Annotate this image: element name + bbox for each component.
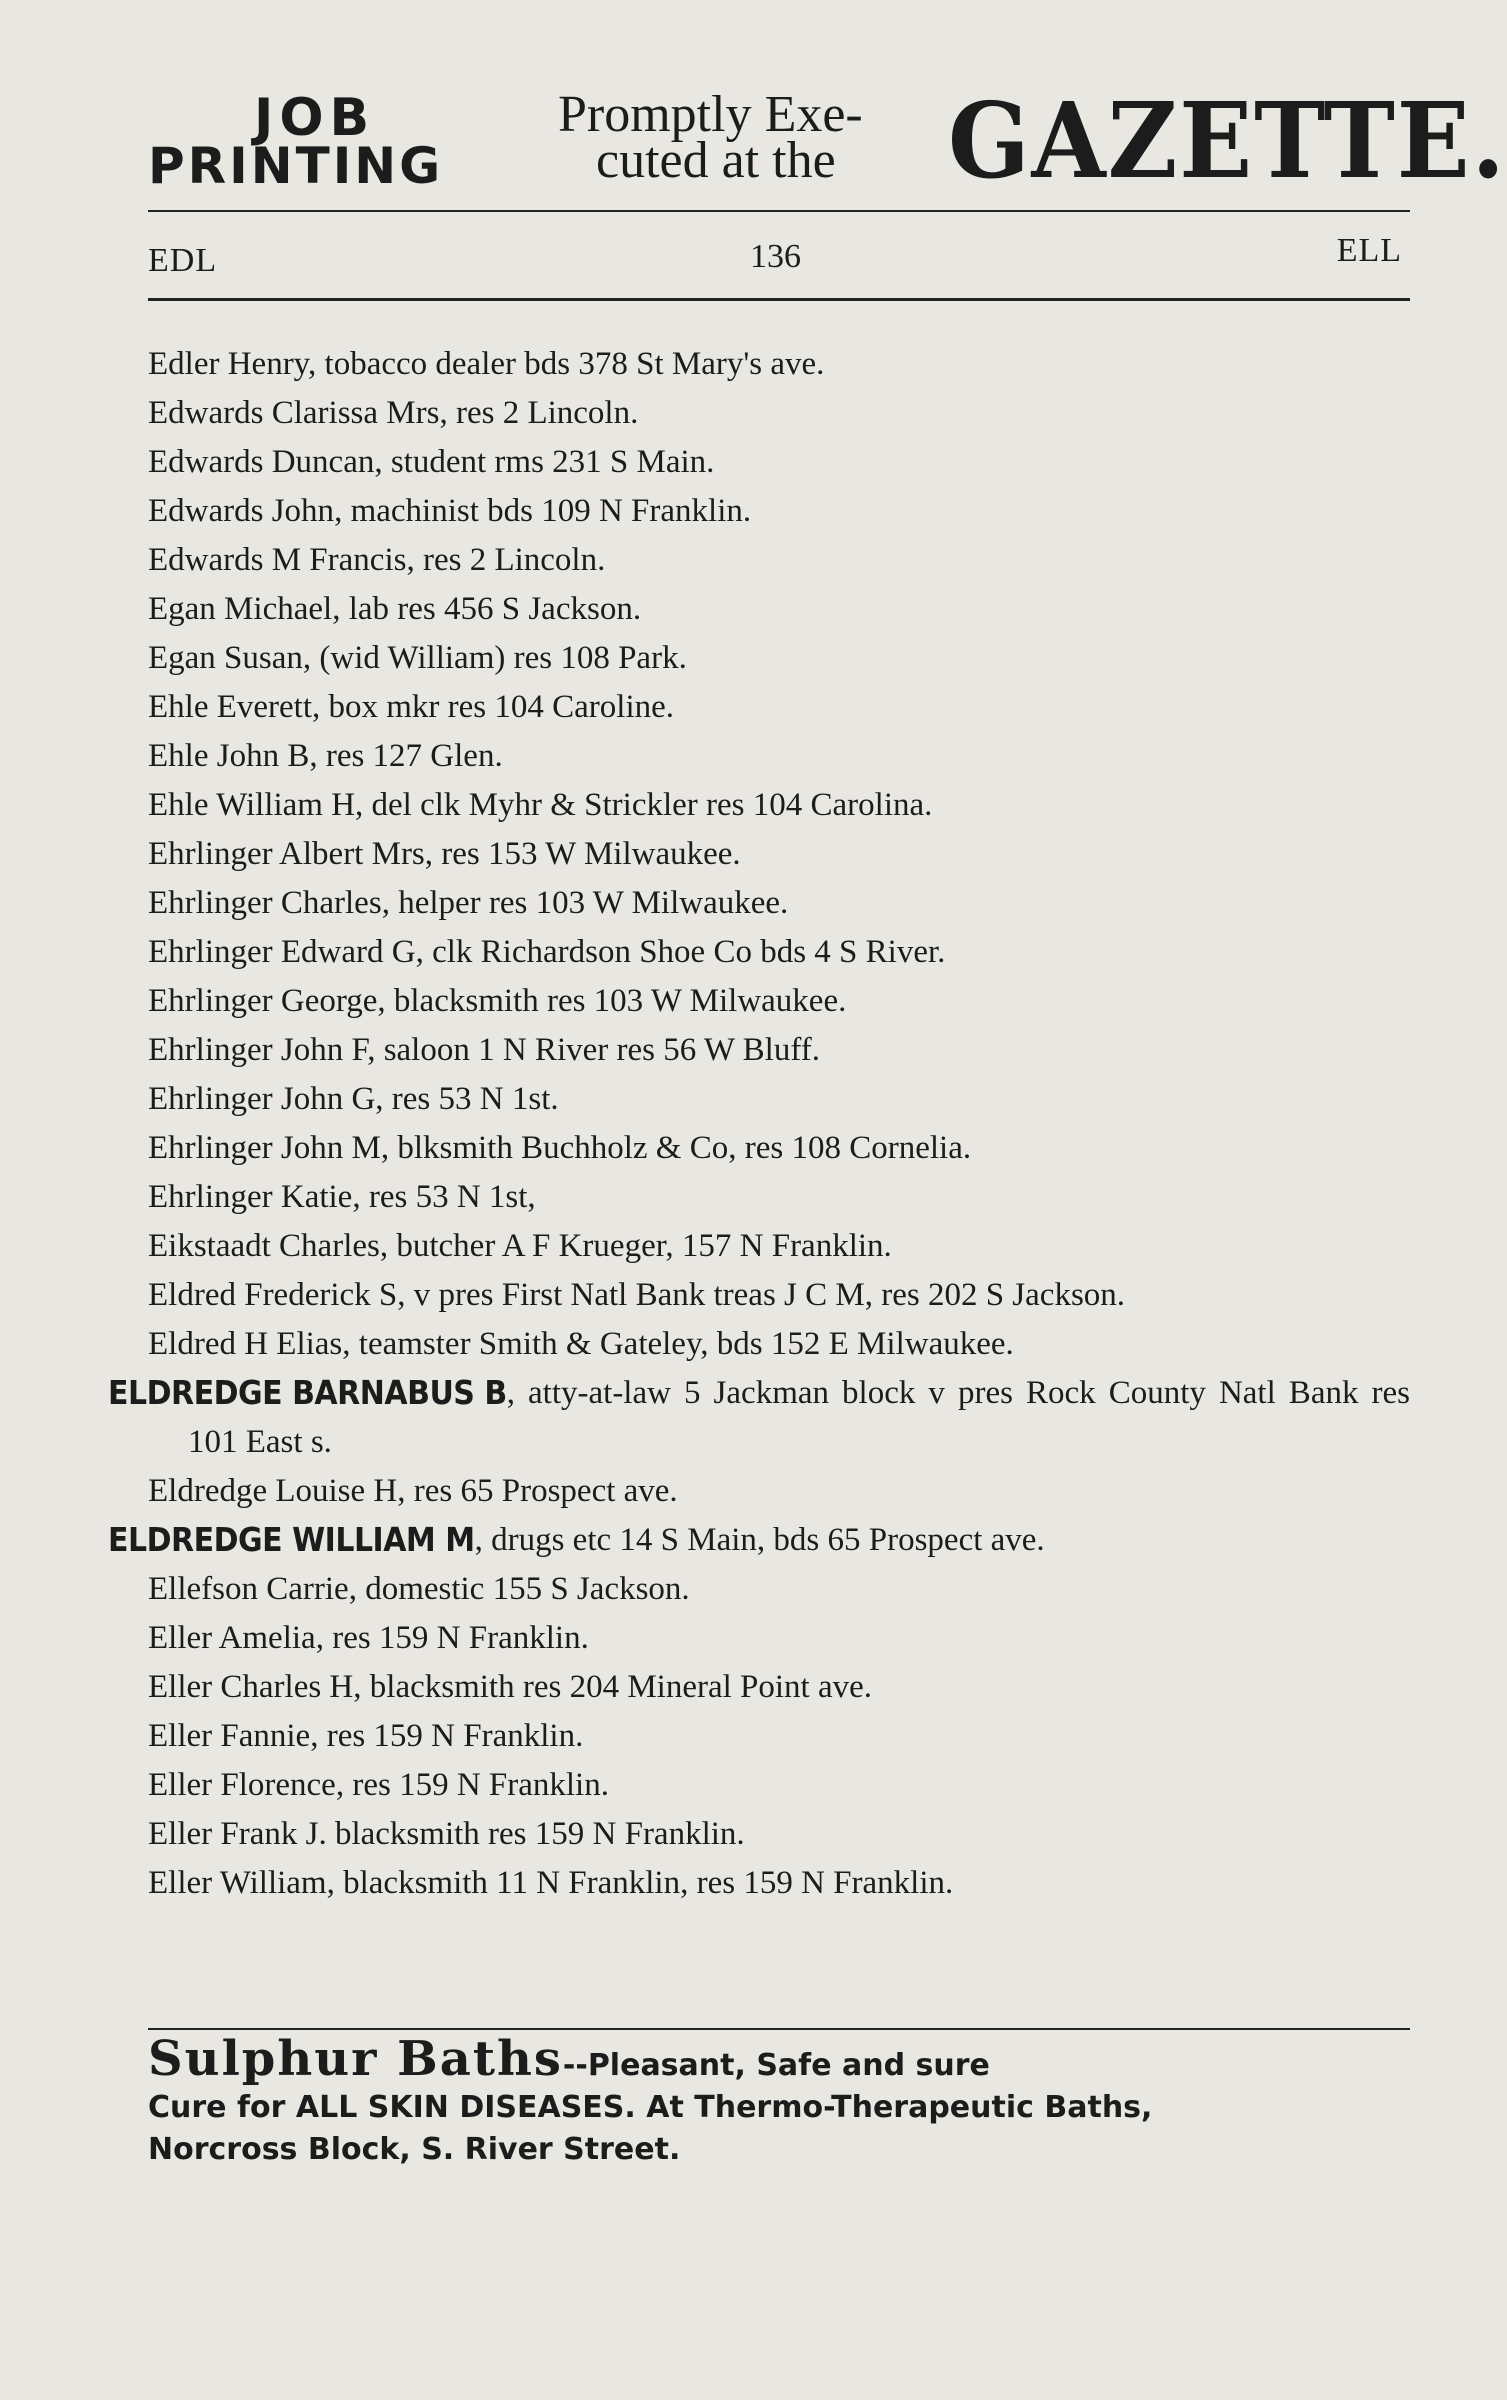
entry-details: , del clk Myhr & Strickler res 104 Carolina. xyxy=(355,787,933,823)
entry-name: Edler Henry xyxy=(148,346,309,382)
entry-name: Eller Fannie xyxy=(148,1718,311,1754)
promptly-line-2: cuted at the xyxy=(596,132,836,189)
advert-line-1 xyxy=(148,2031,1410,2087)
promptly-executed-text xyxy=(546,86,936,189)
entry-name: Ehle William H xyxy=(148,787,356,823)
banner-divider xyxy=(148,210,1410,212)
directory-entry xyxy=(148,1124,1410,1173)
entry-name: Edwards Clarissa Mrs xyxy=(148,395,440,431)
entry-details: , res 53 N 1st. xyxy=(375,1081,559,1117)
entry-name: Egan Susan xyxy=(148,640,303,676)
entry-name: ELDREDGE WILLIAM M xyxy=(108,1521,475,1560)
directory-entry xyxy=(148,1810,1410,1859)
sulphur-baths-advert xyxy=(148,2031,1410,2171)
running-head-left: EDL xyxy=(148,242,218,279)
directory-entry xyxy=(148,1467,1410,1516)
directory-entry xyxy=(148,438,1410,487)
entry-name: Eldredge Louise H xyxy=(148,1473,398,1509)
entry-name: Ehrlinger John F xyxy=(148,1032,368,1068)
entry-name: Edwards John xyxy=(148,493,335,529)
directory-entry xyxy=(148,683,1410,732)
directory-entry xyxy=(148,1663,1410,1712)
entry-details: , blksmith Buchholz & Co, res 108 Cornelia. xyxy=(380,1130,972,1166)
running-head xyxy=(148,228,1410,288)
entry-name: Edwards Duncan xyxy=(148,444,375,480)
entry-details: , res 2 Lincoln. xyxy=(439,395,639,431)
entry-details: , (wid William) res 108 Park. xyxy=(302,640,687,676)
directory-entry xyxy=(148,340,1410,389)
entry-name: Ellefson Carrie xyxy=(148,1571,349,1607)
entry-name: Edwards M Francis xyxy=(148,542,407,578)
entry-name: Eller Amelia xyxy=(148,1620,316,1656)
directory-entry xyxy=(148,634,1410,683)
directory-entry xyxy=(148,585,1410,634)
entry-name: Ehle John B xyxy=(148,738,310,774)
promptly-line-1: Promptly Exe- xyxy=(558,86,863,143)
entry-details: , drugs etc 14 S Main, bds 65 Prospect ave. xyxy=(474,1522,1045,1558)
entry-details: , blacksmith 11 N Franklin, res 159 N Franklin. xyxy=(326,1865,954,1901)
advert-title: Sulphur Baths xyxy=(148,2031,563,2087)
entry-details: . blacksmith res 159 N Franklin. xyxy=(318,1816,745,1852)
advert-line-3: Norcross Block, S. River Street. xyxy=(148,2132,681,2167)
directory-entry xyxy=(148,977,1410,1026)
directory-entry xyxy=(148,487,1410,536)
directory-entry xyxy=(148,1026,1410,1075)
printing-word: PRINTING xyxy=(148,137,444,195)
directory-entry xyxy=(148,781,1410,830)
directory-entry xyxy=(148,830,1410,879)
entry-name: Eller Charles H xyxy=(148,1669,354,1705)
directory-entry xyxy=(148,1761,1410,1810)
page-number: 136 xyxy=(750,238,801,275)
entry-name: Eller Florence xyxy=(148,1767,336,1803)
advert-line-2: Cure for ALL SKIN DISEASES. At Thermo-Therapeutic Baths, xyxy=(148,2090,1153,2125)
directory-entry xyxy=(148,928,1410,977)
directory-entries xyxy=(108,340,1410,1908)
directory-entry xyxy=(148,536,1410,585)
directory-entry xyxy=(148,1712,1410,1761)
entry-name: Ehle Everett xyxy=(148,689,313,725)
entry-details: , res 2 Lincoln. xyxy=(406,542,606,578)
entry-name: Eldred Frederick S xyxy=(148,1277,398,1313)
job-word: JOB xyxy=(254,88,376,148)
entry-name: Ehrlinger John M xyxy=(148,1130,381,1166)
entry-details: , tobacco dealer bds 378 St Mary's ave. xyxy=(308,346,825,382)
entry-details: , res 53 N 1st, xyxy=(352,1179,536,1215)
gazette-title: GAZETTE. xyxy=(948,79,1507,202)
entry-name: Ehrlinger George xyxy=(148,983,378,1019)
directory-entry xyxy=(148,732,1410,781)
entry-details: , res 159 N Franklin. xyxy=(310,1718,584,1754)
directory-entry xyxy=(148,1271,1410,1320)
entry-details: , res 153 W Milwaukee. xyxy=(424,836,741,872)
directory-entry xyxy=(148,1075,1410,1124)
entry-details: , saloon 1 N River res 56 W Bluff. xyxy=(367,1032,820,1068)
entry-details: , v pres First Natl Bank treas J C M, res 202 S Jackson. xyxy=(397,1277,1126,1313)
entry-name: Eller Frank J xyxy=(148,1816,319,1852)
entry-name: Ehrlinger Edward G xyxy=(148,934,416,970)
entry-details: , res 65 Prospect ave. xyxy=(397,1473,678,1509)
entry-name: Ehrlinger Charles xyxy=(148,885,382,921)
entry-details: , blacksmith res 204 Mineral Point ave. xyxy=(353,1669,873,1705)
advert-line-1-rest: --Pleasant, Safe and sure xyxy=(562,2048,990,2083)
entry-name: Ehrlinger Albert Mrs xyxy=(148,836,425,872)
job-printing-heading xyxy=(148,88,528,195)
entry-name: Ehrlinger Katie xyxy=(148,1179,353,1215)
entry-details: , clk Richardson Shoe Co bds 4 S River. xyxy=(415,934,946,970)
directory-entry xyxy=(148,1320,1410,1369)
entry-name: Egan Michael xyxy=(148,591,333,627)
entry-name: Eldred H Elias xyxy=(148,1326,343,1362)
directory-entry xyxy=(108,1369,1410,1467)
directory-entry xyxy=(108,1516,1410,1565)
entry-details: , res 159 N Franklin. xyxy=(315,1620,589,1656)
directory-entry xyxy=(148,879,1410,928)
entry-details: , student rms 231 S Main. xyxy=(374,444,715,480)
job-printing-banner xyxy=(148,79,1507,216)
running-head-divider xyxy=(148,298,1410,301)
entry-details: , butcher A F Krueger, 157 N Franklin. xyxy=(379,1228,892,1264)
entry-name: Eller William xyxy=(148,1865,327,1901)
directory-entry xyxy=(148,1173,1410,1222)
entry-details: , lab res 456 S Jackson. xyxy=(332,591,642,627)
entry-details: , atty-at-law 5 Jackman block v pres Rock County Natl Bank res 101 East s. xyxy=(188,1375,1410,1460)
entry-name: Eikstaadt Charles xyxy=(148,1228,380,1264)
entry-details: , res 159 N Franklin. xyxy=(335,1767,609,1803)
entry-details: , res 127 Glen. xyxy=(309,738,503,774)
entry-name: Ehrlinger John G xyxy=(148,1081,376,1117)
directory-page xyxy=(108,0,1507,2400)
entry-name: ELDREDGE BARNABUS B xyxy=(108,1374,507,1413)
directory-entry xyxy=(148,1565,1410,1614)
entry-details: , blacksmith res 103 W Milwaukee. xyxy=(377,983,847,1019)
directory-entry xyxy=(148,389,1410,438)
entry-details: , box mkr res 104 Caroline. xyxy=(312,689,675,725)
advert-divider xyxy=(148,2028,1410,2030)
entry-details: , domestic 155 S Jackson. xyxy=(348,1571,690,1607)
directory-entry xyxy=(148,1859,1410,1908)
directory-entry xyxy=(148,1614,1410,1663)
entry-details: , teamster Smith & Gateley, bds 152 E Milwaukee. xyxy=(342,1326,1014,1362)
entry-details: , helper res 103 W Milwaukee. xyxy=(381,885,789,921)
running-head-right: ELL xyxy=(1336,232,1402,269)
entry-details: , machinist bds 109 N Franklin. xyxy=(334,493,752,529)
directory-entry xyxy=(148,1222,1410,1271)
